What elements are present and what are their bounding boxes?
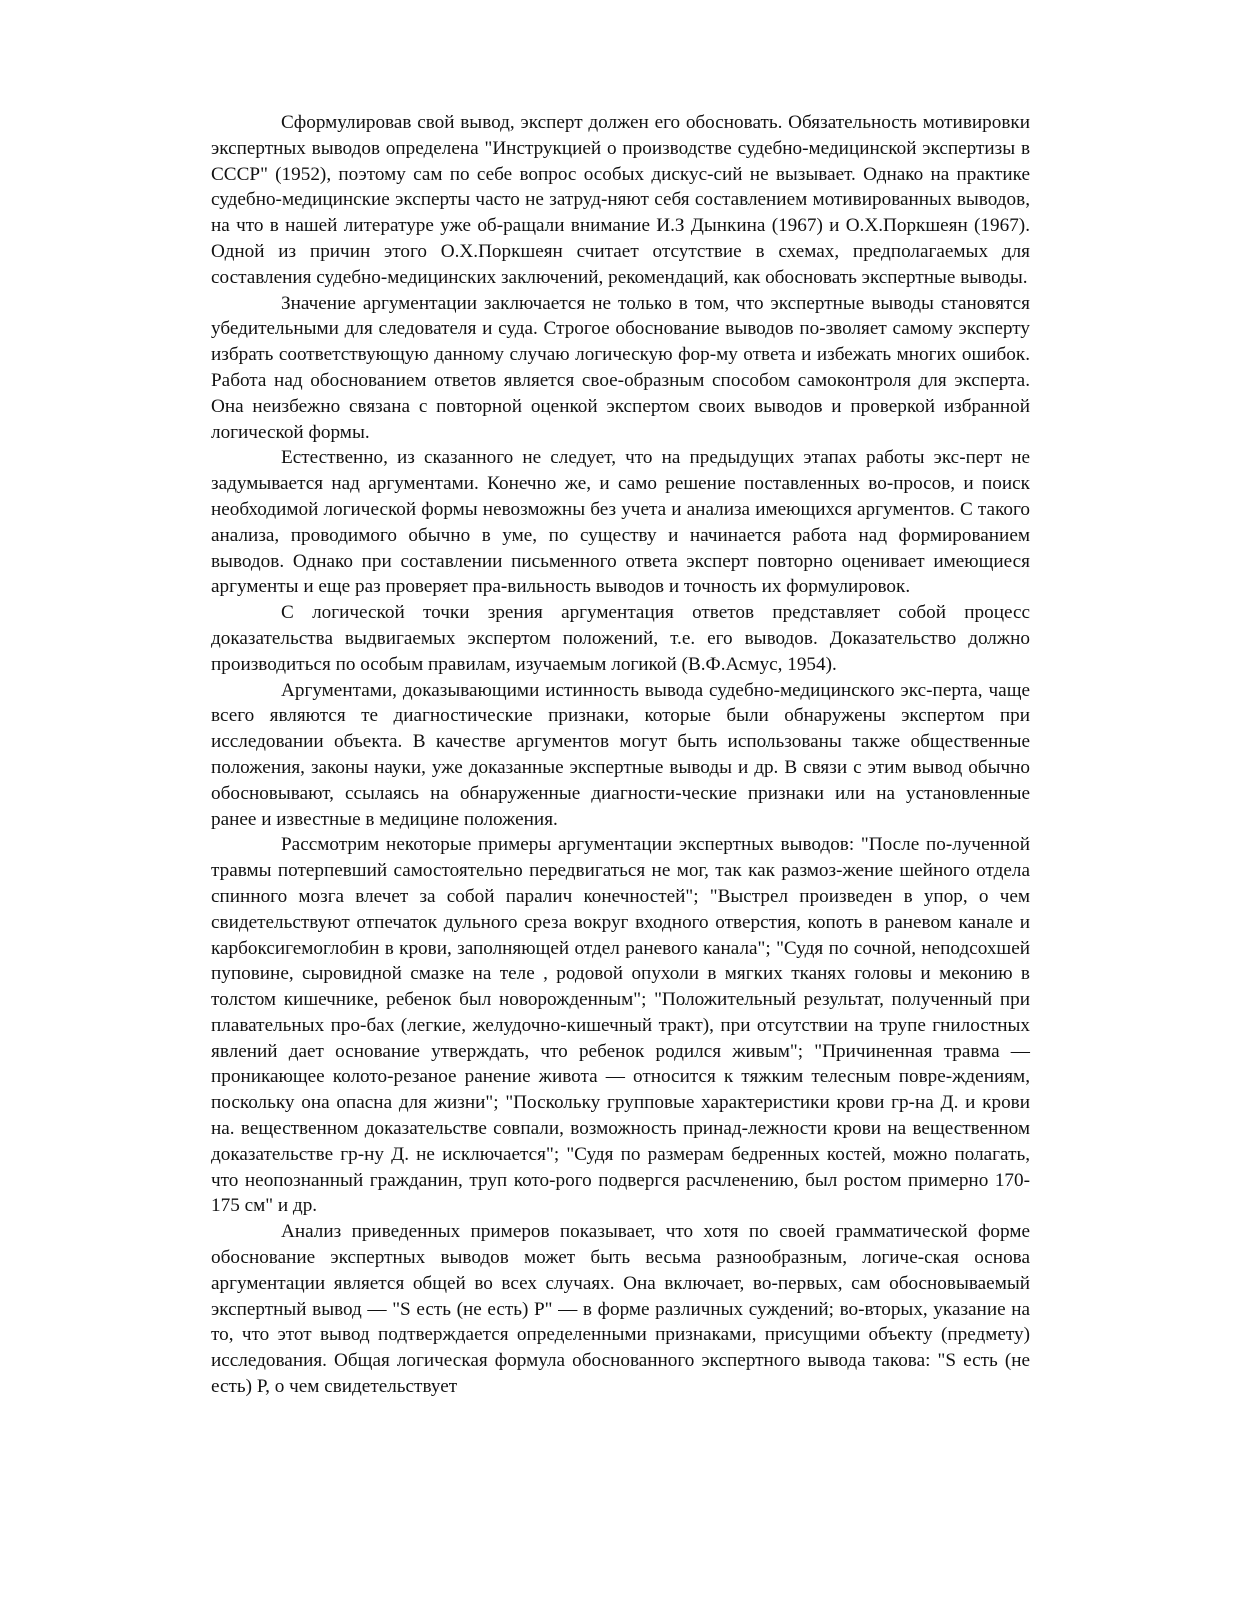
paragraph-7: Анализ приведенных примеров показывает, что хотя по своей грамматической форме обоснование экспертных выводов может быть весьма разнообразным, логиче-ская основа аргументации является общей во всех случаях. Она включает, во-первых, сам обосновываемый экспертный вывод — "S есть (не есть) Р" — в форме различных суждений; во-вторых, указание на то, что этот вывод подтверждается определенными признаками, присущими объекту (предмету) исследования. Общая логическая формула обоснованного экспертного вывода такова: "S есть (не есть) Р, о чем свидетельствует [211, 1221, 1030, 1398]
document-page [211, 110, 1030, 1400]
paragraph-1: Сформулировав свой вывод, эксперт должен его обосновать. Обязательность мотивировки экспертных выводов определена "Инструкцией о производстве судебно-медицинской экспертизы в СССР" (1952), поэтому сам по себе вопрос особых дискус-сий не вызывает. Однако на практике судебно-медицинские эксперты часто не затруд-няют себя составлением мотивированных выводов, на что в нашей литературе уже об-ращали внимание И.З Дынкина (1967) и О.Х.Поркшеян (1967). Одной из причин этого О.Х.Поркшеян считает отсутствие в схемах, предполагаемых для составления судебно-медицинских заключений, рекомендаций, как обосновать экспертные выводы. [211, 112, 1030, 288]
paragraph-6: Рассмотрим некоторые примеры аргументации экспертных выводов: "После по-лученной травмы потерпевший самостоятельно передвигаться не мог, так как размоз-жение шейного отдела спинного мозга влечет за собой паралич конечностей"; "Выстрел произведен в упор, о чем свидетельствуют отпечаток дульного среза вокруг входного отверстия, копоть в раневом канале и карбоксигемоглобин в крови, заполняющей отдел раневого канала"; "Судя по сочной, неподсохшей пуповине, сыровидной смазке на теле , родовой опухоли в мягких тканях головы и меконию в толстом кишечнике, ребенок был новорожденным"; "Положительный результат, полученный при плавательных про-бах (легкие, желудочно-кишечный тракт), при отсутствии на трупе гнилостных явлений дает основание утверждать, что ребенок родился живым"; "Причиненная травма — проникающее колото-резаное ранение живота — относится к тяжким телесным повре-ждениям, поскольку она опасна для жизни"; "Поскольку групповые характеристики крови гр-на Д. и крови на. вещественном доказательстве совпали, возможность принад-лежности крови на вещественном доказательстве гр-ну Д. не исключается"; "Судя по размерам бедренных костей, можно полагать, что неопознанный гражданин, труп кото-рого подвергся расчленению, был ростом примерно 170-175 см" и др. [211, 834, 1030, 1217]
paragraph-3: Естественно, из сказанного не следует, что на предыдущих этапах работы экс-перт не задумывается над аргументами. Конечно же, и само решение поставленных во-просов, и поиск необходимой логической формы невозможны без учета и анализа имеющихся аргументов. С такого анализа, проводимого обычно в уме, по существу и начинается работа над формированием выводов. Однако при составлении письменного ответа эксперт повторно оценивает имеющиеся аргументы и еще раз проверяет пра-вильность выводов и точность их формулировок. [211, 447, 1030, 598]
paragraph-2: Значение аргументации заключается не только в том, что экспертные выводы становятся убедительными для следователя и суда. Строгое обоснование выводов по-зволяет самому эксперту избрать соответствующую данному случаю логическую фор-му ответа и избежать многих ошибок. Работа над обоснованием ответов является свое-образным способом самоконтроля для эксперта. Она неизбежно связана с повторной оценкой экспертом своих выводов и проверкой избранной логической формы. [211, 292, 1030, 443]
paragraph-4: С логической точки зрения аргументация ответов представляет собой процесс доказательства выдвигаемых экспертом положений, т.е. его выводов. Доказательство должно производиться по особым правилам, изучаемым логикой (В.Ф.Асмус, 1954). [211, 602, 1030, 675]
paragraph-5: Аргументами, доказывающими истинность вывода судебно-медицинского экс-перта, чаще всего являются те диагностические признаки, которые были обнаружены экспертом при исследовании объекта. В качестве аргументов могут быть использованы также общественные положения, законы науки, уже доказанные экспертные выводы и др. В связи с этим вывод обычно обосновывают, ссылаясь на обнаруженные диагности-ческие признаки или на установленные ранее и известные в медицине положения. [211, 679, 1030, 830]
